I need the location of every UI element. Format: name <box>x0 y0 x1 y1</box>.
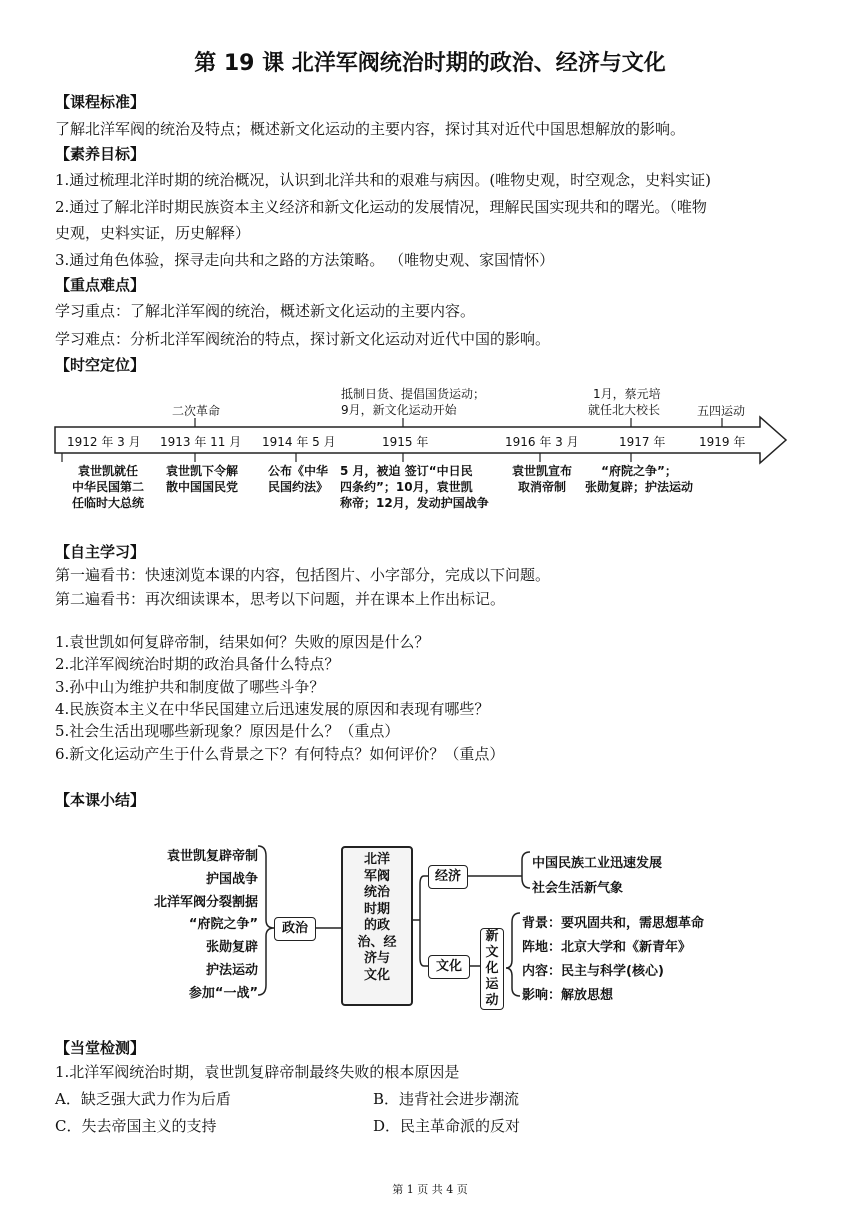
timeline-note-1915: 5 月，被迫 签订“中日民 四条约”；10月，袁世凯 称帝；12月，发动护国战争 <box>340 464 489 510</box>
timeline-heading: 【时空定位】 <box>55 356 146 374</box>
culture-box: 文化 <box>428 955 470 979</box>
curriculum-standard-text: 了解北洋军阀的统治及特点；概述新文化运动的主要内容，探讨其对近代中国思想解放的影响。 <box>55 120 686 138</box>
check-question: 1.北洋军阀统治时期，袁世凯复辟帝制最终失败的根本原因是 <box>55 1063 460 1081</box>
timeline-date: 1915 年 <box>382 435 429 449</box>
nca-item: 内容：民主与科学(核心) <box>522 964 664 979</box>
key-points-heading: 【重点难点】 <box>55 276 146 294</box>
politics-item: 护法运动 <box>205 963 258 978</box>
timeline-event-new-culture-start: 9月，新文化运动开始 <box>341 403 457 417</box>
timeline-note-1916: 袁世凯宣布 取消帝制 <box>511 464 572 494</box>
timeline-event-boycott: 抵制日货、提倡国货运动； <box>341 387 486 401</box>
timeline-note-1913: 袁世凯下令解 散中国国民党 <box>165 464 238 494</box>
nca-item: 背景：要巩固共和，需思想革命 <box>522 916 705 931</box>
question-item: 2.北洋军阀统治时期的政治具备什么特点？ <box>55 655 340 673</box>
nca-item: 阵地：北京大学和《新青年》 <box>522 940 692 955</box>
politics-item: “府院之争” <box>188 917 258 932</box>
page-title: 第 19 课 北洋军阀统治时期的政治、经济与文化 <box>194 51 666 76</box>
question-item: 4.民族资本主义在中华民国建立后迅速发展的原因和表现有哪些？ <box>55 700 490 718</box>
literacy-goal-3: 3.通过角色体验，探寻走向共和之路的方法策略。 （唯物史观、家国情怀） <box>55 251 555 269</box>
center-topic-box: 北洋 军阀 统治 时期 的政 治、经 济与 文化 <box>341 846 413 1006</box>
key-difficulty: 学习难点：分析北洋军阀统治的特点，探讨新文化运动对近代中国的影响。 <box>55 330 551 348</box>
timeline-event-cai-yuanpei-b: 就任北大校长 <box>588 403 661 417</box>
timeline-event-may-fourth: 五四运动 <box>697 404 746 418</box>
question-item: 3.孙中山为维护共和制度做了哪些斗争？ <box>55 678 325 696</box>
timeline-event-second-revolution: 二次革命 <box>172 404 221 418</box>
curriculum-standard-heading: 【课程标准】 <box>55 93 146 111</box>
politics-item: 参加“一战” <box>188 986 258 1001</box>
timeline-date: 1919 年 <box>699 435 746 449</box>
option-d: D．民主革命派的反对 <box>373 1117 521 1135</box>
politics-box: 政治 <box>274 917 316 941</box>
politics-item: 北洋军阀分裂割据 <box>153 895 258 910</box>
self-study-second: 第二遍看书：再次细读课本，思考以下问题，并在课本上作出标记。 <box>55 590 506 608</box>
key-focus: 学习重点：了解北洋军阀的统治，概述新文化运动的主要内容。 <box>55 302 476 320</box>
politics-item: 护国战争 <box>205 872 258 887</box>
option-a: A．缺乏强大武力作为后盾 <box>55 1090 231 1108</box>
timeline-date: 1916 年 3 月 <box>505 435 579 449</box>
literacy-goal-1: 1.通过梳理北洋时期的统治概况，认识到北洋共和的艰难与病因。(唯物史观，时空观念，史料实证) <box>55 171 712 189</box>
summary-heading: 【本课小结】 <box>55 791 146 809</box>
literacy-goal-2a: 2.通过了解北洋时期民族资本主义经济和新文化运动的发展情况，理解民国实现共和的曙光。（唯物 <box>55 198 707 216</box>
nca-item: 影响：解放思想 <box>522 988 614 1003</box>
check-heading: 【当堂检测】 <box>55 1039 146 1057</box>
timeline-note-1912: 袁世凯就任 中华民国第二 任临时大总统 <box>71 464 144 510</box>
economy-box: 经济 <box>428 865 468 889</box>
timeline-event-cai-yuanpei-a: 1月，蔡元培 <box>593 387 661 401</box>
question-item: 1.袁世凯如何复辟帝制，结果如何？失败的原因是什么？ <box>55 633 430 651</box>
page-footer: 第 1 页 共 4 页 <box>392 1183 468 1196</box>
option-b: B．违背社会进步潮流 <box>373 1090 520 1108</box>
politics-item: 袁世凯复辟帝制 <box>166 849 258 864</box>
literacy-goal-2b: 史观，史料实证，历史解释） <box>55 224 251 242</box>
economy-item: 社会生活新气象 <box>532 881 624 896</box>
option-c: C．失去帝国主义的支持 <box>55 1117 217 1135</box>
timeline-date: 1917 年 <box>619 435 666 449</box>
literacy-goals-heading: 【素养目标】 <box>55 145 146 163</box>
new-culture-movement-box: 新 文 化 运 动 <box>480 928 504 1010</box>
timeline-date: 1912 年 3 月 <box>67 435 141 449</box>
question-item: 6.新文化运动产生于什么背景之下？有何特点？如何评价？（重点） <box>55 745 505 763</box>
timeline-date: 1913 年 11 月 <box>160 435 242 449</box>
self-study-heading: 【自主学习】 <box>55 543 146 561</box>
politics-item: 张勋复辟 <box>205 940 258 955</box>
question-item: 5.社会生活出现哪些新现象？原因是什么？（重点） <box>55 722 400 740</box>
self-study-first: 第一遍看书：快速浏览本课的内容，包括图片、小字部分，完成以下问题。 <box>55 566 551 584</box>
economy-item: 中国民族工业迅速发展 <box>532 856 663 871</box>
timeline-note-1917: “府院之争”； 张勋复辟；护法运动 <box>584 464 693 494</box>
timeline-date: 1914 年 5 月 <box>262 435 336 449</box>
timeline-note-1914: 公布《中华 民国约法》 <box>267 464 328 494</box>
